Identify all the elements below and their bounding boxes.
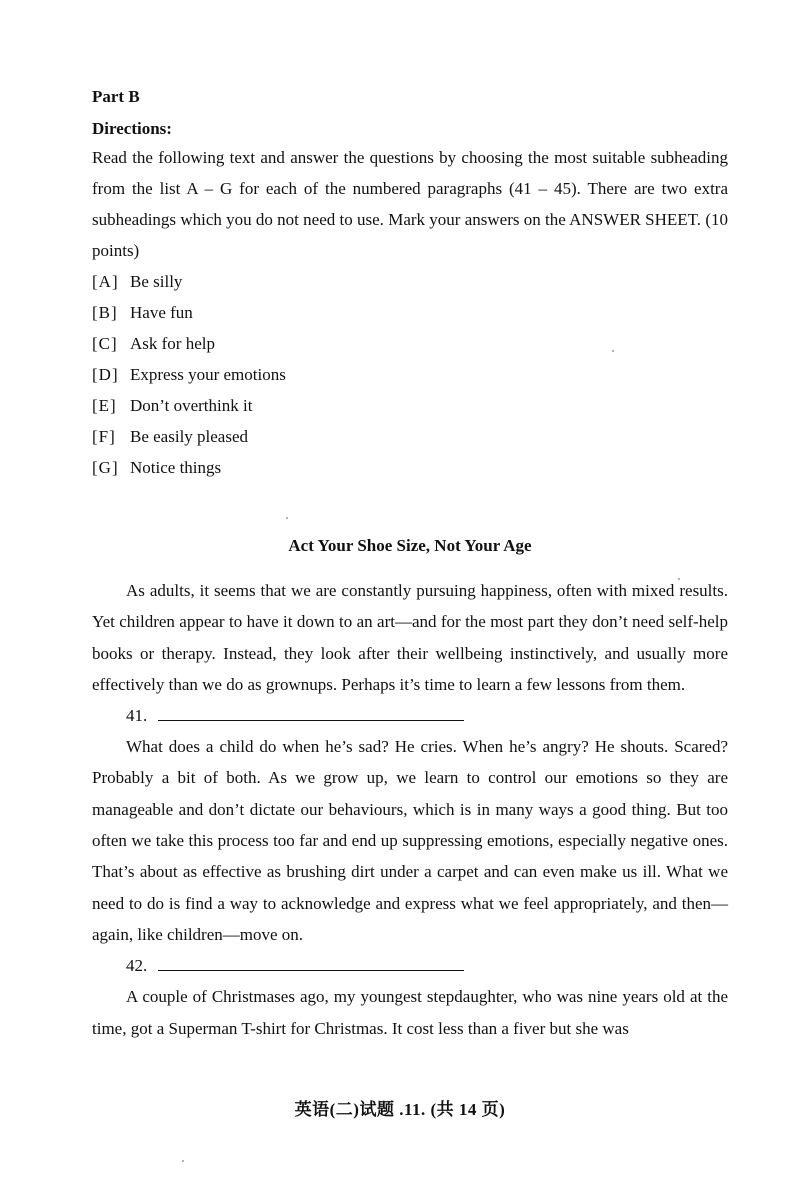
option-letter: [D] (92, 365, 119, 384)
blank-number: 41. (126, 706, 148, 726)
option-text: Be silly (130, 272, 183, 291)
option-letter: [C] (92, 334, 118, 353)
blank-underline (158, 704, 464, 721)
scan-speck (612, 350, 614, 352)
scan-speck (182, 1160, 184, 1162)
answer-blank-41 (92, 700, 728, 731)
blank-underline (158, 954, 464, 971)
option-text: Express your emotions (130, 365, 286, 384)
blank-number: 42. (126, 956, 148, 976)
option-letter: [A] (92, 272, 119, 291)
option-letter: [F] (92, 427, 116, 446)
option-text: Don’t overthink it (130, 396, 253, 415)
scan-speck (286, 517, 288, 519)
option-b (92, 297, 728, 328)
scan-speck (678, 578, 680, 580)
directions-label: Directions: (92, 119, 172, 138)
option-c (92, 328, 728, 359)
exam-page (92, 86, 728, 1044)
option-letter: [E] (92, 396, 117, 415)
option-f (92, 421, 728, 452)
option-text: Ask for help (130, 334, 215, 353)
option-d (92, 359, 728, 390)
part-title: Part B (92, 87, 140, 106)
option-g (92, 452, 728, 483)
option-a (92, 266, 728, 297)
option-text: Have fun (130, 303, 193, 322)
intro-paragraph: As adults, it seems that we are constantly pursuing happiness, often with mixed results. Yet children appear to have it down to an art—and for the most part they don’t need self-help books or therapy. Instead, they look after their wellbeing instinctively, and usually more effectively than we do as grownups. Perhaps it’s time to learn a few lessons from them. (92, 581, 728, 694)
option-text: Be easily pleased (130, 427, 249, 446)
passage-title: Act Your Shoe Size, Not Your Age (288, 536, 532, 555)
option-letter: [G] (92, 458, 119, 477)
page-footer: 英语(二)试题 .11. (共 14 页) (294, 1100, 506, 1119)
option-e (92, 390, 728, 421)
paragraph-42: A couple of Christmases ago, my youngest stepdaughter, who was nine years old at the time, got a Superman T-shirt for Christmas. It cost less than a fiver but she was (92, 987, 728, 1038)
directions-text: Read the following text and answer the questions by choosing the most suitable subheading from the list A – G for each of the numbered paragraphs (41 – 45). There are two extra subheadings which you do not need to use. Mark your answers on the ANSWER SHEET. (10 points) (92, 148, 728, 260)
paragraph-41: What does a child do when he’s sad? He cries. When he’s angry? He shouts. Scared? Probably a bit of both. As we grow up, we learn to control our emotions so they are manageable and don’t dictate our behaviours, which is in many ways a good thing. But too often we take this process too far and end up suppressing emotions, especially negative ones. That’s about as effective as brushing dirt under a carpet and can even make us ill. What we need to do is find a way to acknowledge and express what we feel appropriately, and then—again, like children—move on. (92, 737, 728, 944)
subheading-options (92, 266, 728, 483)
answer-blank-42 (92, 950, 728, 981)
option-letter: [B] (92, 303, 118, 322)
option-text: Notice things (130, 458, 222, 477)
